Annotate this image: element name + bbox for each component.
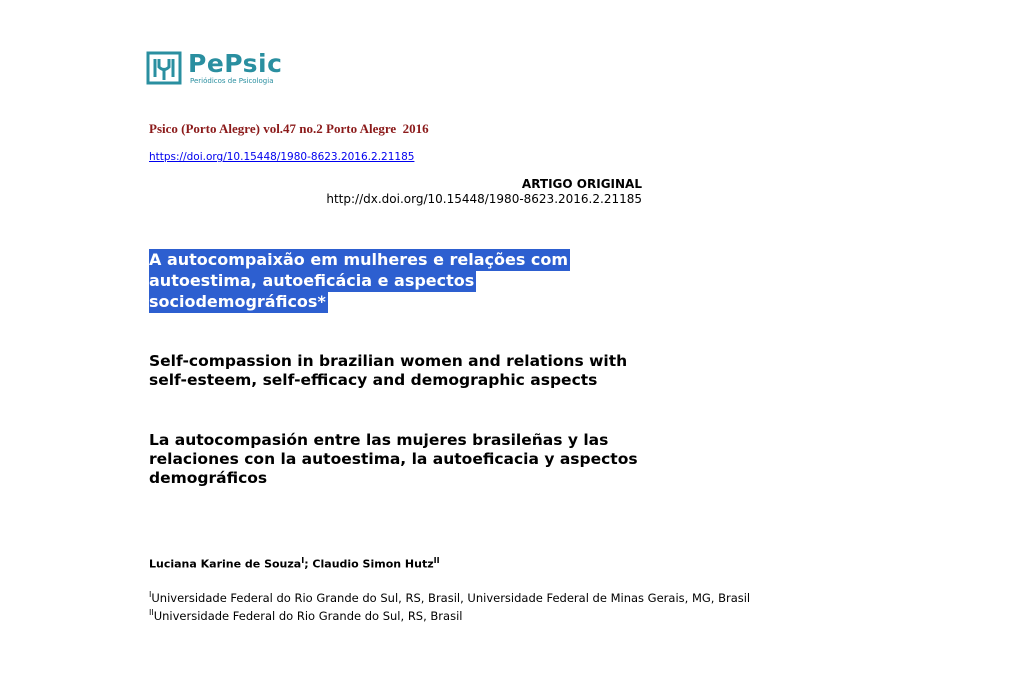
logo-name: PePsic [188,48,283,78]
journal-citation: Psico (Porto Alegre) vol.47 no.2 Porto Alegre 2016 [149,121,429,136]
affiliation [149,590,750,605]
title-portuguese-text: A autocompaixão em mulheres e relações com autoestima, autoeficácia e aspectos sociodemográficos* [149,250,569,311]
logo-subtitle: Periódicos de Psicologia [190,76,274,85]
dx-doi: http://dx.doi.org/10.15448/1980-8623.2016.2.21185 [326,192,642,206]
title-english: Self-compassion in brazilian women and relations with self-esteem, self-efficacy and demographic aspects [149,352,628,389]
author-separator: ; [304,557,313,571]
authors-line [149,556,440,571]
article-type: ARTIGO ORIGINAL [521,177,642,191]
author-affil-mark: II [433,556,440,565]
affiliation [149,608,462,623]
affiliation-mark: I [149,590,152,599]
doi-link[interactable]: https://doi.org/10.15448/1980-8623.2016.2.21185 [149,151,415,163]
affiliation-text: Universidade Federal do Rio Grande do Sul, RS, Brasil [153,608,463,623]
pepsic-logo[interactable] [146,46,282,90]
affiliation-text: Universidade Federal do Rio Grande do Sul, RS, Brasil, Universidade Federal de Minas Gerais, MG, Brasil [151,590,751,605]
author-name: Claudio Simon Hutz [312,557,434,571]
affiliation-mark: II [149,608,154,617]
author-affil-mark: I [301,556,305,565]
author-name: Luciana Karine de Souza [149,557,302,571]
pepsic-logo-icon [146,50,182,86]
title-spanish: La autocompasión entre las mujeres brasileñas y las relaciones con la autoestima, la autoeficacia y aspectos demográficos [149,431,638,487]
title-portuguese [149,249,629,312]
